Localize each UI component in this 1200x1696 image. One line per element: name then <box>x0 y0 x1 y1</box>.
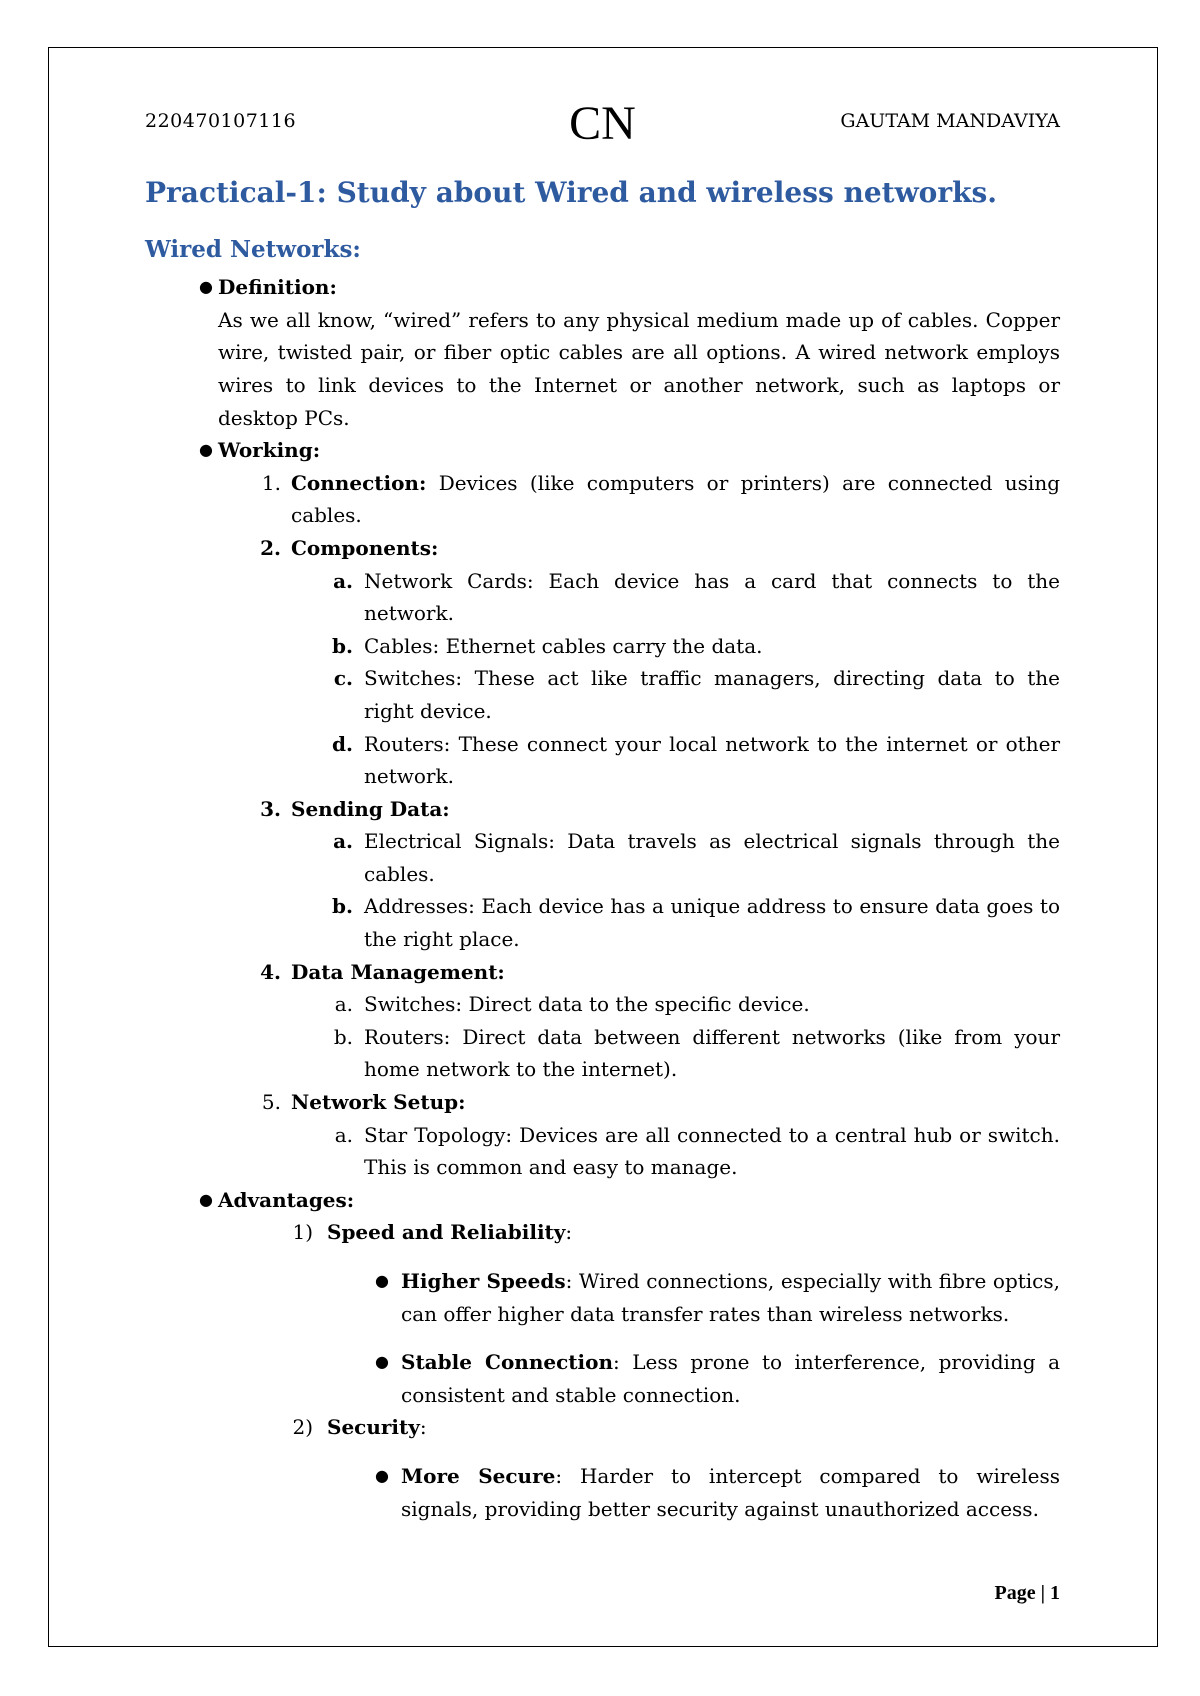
student-name: GAUTAM MANDAVIYA <box>840 110 1060 132</box>
sub-marker: b. <box>333 1024 353 1049</box>
group-title: Speed and Reliability <box>327 1220 566 1245</box>
sub-item <box>145 565 1060 630</box>
point-text: : Harder to intercept compared to wireless signals, providing better security against unauthorized access. <box>401 1463 1060 1521</box>
step-number: 1. <box>261 470 281 495</box>
working-step <box>145 956 1060 989</box>
advantages-item <box>145 1184 1060 1217</box>
sub-item <box>145 662 1060 727</box>
sub-text: Cables: Ethernet cables carry the data. <box>364 633 763 658</box>
step-number: 4. <box>260 959 281 984</box>
step-number: 2. <box>260 535 281 560</box>
sub-text: Electrical Signals: Data travels as electrical signals through the cables. <box>364 829 1060 886</box>
sub-item <box>145 1021 1060 1086</box>
point-text: : Less prone to interference, providing a consistent and stable connection. <box>401 1350 1060 1407</box>
sub-marker: c. <box>333 666 353 691</box>
sub-marker: d. <box>332 731 353 756</box>
advantage-point <box>145 1346 1060 1411</box>
sub-marker: b. <box>332 894 353 919</box>
bullet-icon: ● <box>199 440 213 460</box>
step-text: Devices (like computers or printers) are connected using cables. <box>291 470 1061 528</box>
page-separator: | <box>1035 1582 1050 1604</box>
advantage-group <box>145 1216 1060 1249</box>
step-title: Network Setup: <box>291 1090 466 1115</box>
sub-item <box>145 728 1060 793</box>
sub-marker: a. <box>334 992 353 1017</box>
bullet-icon: ● <box>375 1465 389 1485</box>
group-title: Security <box>327 1415 420 1440</box>
advantage-group <box>145 1411 1060 1444</box>
definition-label: Definition: <box>218 275 337 300</box>
point-term: More Secure <box>401 1463 556 1488</box>
section-heading: Wired Networks: <box>145 235 361 263</box>
practical-title: Practical-1: Study about Wired and wireless networks. <box>145 176 998 209</box>
point-text: : Wired connections, especially with fibre optics, can offer higher data transfer rates than wireless networks. <box>401 1269 1061 1326</box>
advantage-point <box>145 1460 1060 1525</box>
sub-marker: a. <box>333 568 353 593</box>
advantage-point <box>145 1265 1060 1330</box>
point-term: Higher Speeds <box>401 1269 566 1293</box>
group-colon: : <box>565 1220 573 1245</box>
sub-item <box>145 988 1060 1021</box>
document-body <box>145 176 1060 1525</box>
page-number-value: 1 <box>1050 1582 1060 1604</box>
working-item <box>145 434 1060 467</box>
bullet-icon: ● <box>199 277 213 297</box>
step-title: Connection: <box>291 470 427 495</box>
sub-marker: a. <box>333 829 353 854</box>
step-number: 3. <box>260 796 281 821</box>
bullet-icon: ● <box>199 1189 213 1209</box>
group-number: 1) <box>292 1220 313 1245</box>
step-title: Data Management: <box>291 959 505 984</box>
working-step <box>145 532 1060 565</box>
advantages-label: Advantages: <box>218 1187 355 1212</box>
sub-text: Switches: These act like traffic managers, directing data to the right device. <box>364 666 1060 723</box>
group-number: 2) <box>292 1415 313 1440</box>
definition-item <box>145 271 1060 304</box>
page-label: Page <box>994 1582 1036 1604</box>
sub-marker: b. <box>332 633 353 658</box>
point-term: Stable Connection <box>401 1350 613 1375</box>
step-title: Sending Data: <box>291 796 450 821</box>
sub-item <box>145 1119 1060 1184</box>
sub-item <box>145 890 1060 955</box>
sub-item <box>145 825 1060 890</box>
working-step <box>145 467 1060 532</box>
working-label: Working: <box>218 438 321 463</box>
step-title: Components: <box>291 535 439 560</box>
sub-text: Star Topology: Devices are all connected to a central hub or switch. This is common and easy to manage. <box>364 1122 1060 1180</box>
group-colon: : <box>419 1415 427 1440</box>
working-step <box>145 1086 1060 1119</box>
sub-text: Routers: These connect your local network to the internet or other network. <box>364 731 1060 789</box>
page-number <box>995 1582 1061 1605</box>
sub-text: Network Cards: Each device has a card that connects to the network. <box>364 568 1060 626</box>
sub-item <box>145 630 1060 663</box>
sub-text: Addresses: Each device has a unique address to ensure data goes to the right place. <box>364 894 1060 952</box>
subject-code: CN <box>569 97 636 150</box>
bullet-icon: ● <box>375 1271 389 1290</box>
page-header <box>145 96 1060 150</box>
sub-text: Switches: Direct data to the specific device. <box>364 992 810 1017</box>
sub-marker: a. <box>334 1122 353 1147</box>
working-step <box>145 793 1060 826</box>
definition-text: As we all know, “wired” refers to any physical medium made up of cables. Copper wire, twisted pair, or fiber optic cables are all options. A wired network employs wires to link devices to the Internet or another network, such as laptops or desktop PCs. <box>218 307 1060 430</box>
enrollment-number: 220470107116 <box>145 110 297 132</box>
step-number: 5. <box>261 1090 281 1115</box>
bullet-icon: ● <box>375 1352 389 1372</box>
sub-text: Routers: Direct data between different networks (like from your home network to the internet). <box>364 1024 1060 1082</box>
